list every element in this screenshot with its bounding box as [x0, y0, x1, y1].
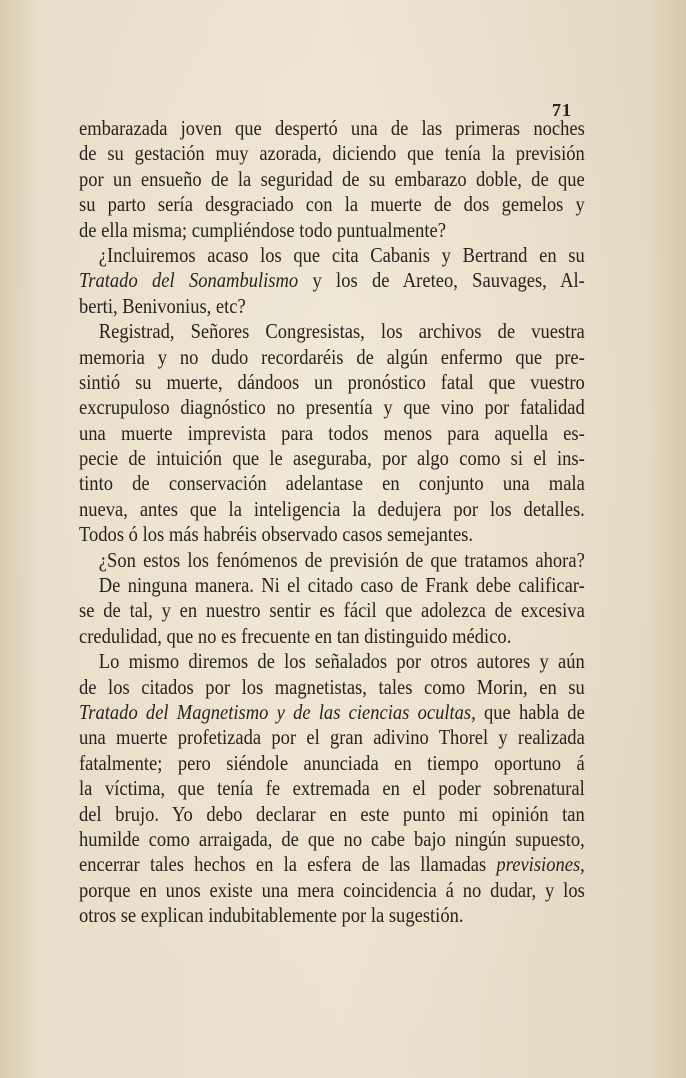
text-line: Todos ó los más habréis observado casos semejantes. — [79, 524, 474, 547]
text-line: pecie de intuición que le aseguraba, por algo como si el ins- — [79, 448, 585, 471]
text-line: Lo mismo diremos de los señalados por otros autores y aún — [98, 651, 585, 674]
book-title-italic: Tratado del Sonambulismo — [79, 270, 299, 293]
text-line: otros se explican indubitablemente por la sugestión. — [79, 905, 464, 928]
text-line: ¿Son estos los fenómenos de previsión de que tratamos ahora? — [98, 549, 585, 572]
text-line: embarazada joven que despertó una de las primeras noches — [79, 118, 585, 140]
text-line: de su gestación muy azorada, diciendo que tenía la previsión — [79, 143, 585, 166]
text-line: de ella misma; cumpliéndose todo puntualmente? — [79, 219, 446, 242]
text-line: berti, Benivonius, etc? — [79, 295, 246, 318]
page-number: 71 — [552, 100, 572, 120]
text-line: ¿Incluiremos acaso los que cita Cabanis y Bertrand en su — [98, 244, 585, 267]
emphasis-italic: previsiones, — [496, 854, 585, 877]
text-line: credulidad, que no es frecuente en tan distinguido médico. — [79, 625, 512, 648]
text-line: Tratado del Magnetismo y de las ciencias ocultas, que habla de — [79, 701, 585, 724]
text-line: nueva, antes que la inteligencia la dedujera por los detalles. — [79, 498, 585, 521]
text-line: por un ensueño de la seguridad de su embarazo doble, de que — [79, 168, 585, 191]
text-line: humilde como arraigada, de que no cabe bajo ningún supuesto, — [79, 828, 585, 851]
text-line: tinto de conservación adelantase en conjunto una mala — [79, 473, 585, 496]
text-line: sintió su muerte, dándoos un pronóstico fatal que vuestro — [79, 371, 585, 394]
text-line: su parto sería desgraciado con la muerte de dos gemelos y — [79, 194, 585, 217]
text-line: memoria y no dudo recordaréis de algún enfermo que pre- — [79, 346, 585, 369]
body-text — [79, 117, 585, 930]
text-line: porque en unos existe una mera coincidencia á no dudar, y los — [79, 879, 585, 902]
text-line: una muerte profetizada por el gran adivino Thorel y realizada — [79, 727, 585, 750]
text-line: excrupuloso diagnóstico no presentía y que vino por fatalidad — [79, 397, 585, 420]
text-line: la víctima, que tenía fe extremada en el poder sobrenatural — [79, 778, 585, 801]
book-title-italic: Tratado del Magnetismo y de las ciencias ocultas, — [79, 701, 476, 724]
text-line: fatalmente; pero siéndole anunciada en tiempo oportuno á — [79, 752, 585, 775]
text-line: de los citados por los magnetistas, tales como Morin, en su — [79, 676, 585, 699]
text-line: encerrar tales hechos en la esfera de las llamadas previsiones, — [79, 854, 585, 877]
text-line: una muerte imprevista para todos menos para aquella es- — [79, 422, 585, 445]
text-line: del brujo. Yo debo declarar en este punto mi opinión tan — [79, 803, 585, 826]
text-line: De ninguna manera. Ni el citado caso de Frank debe calificar- — [98, 575, 585, 598]
text-line: Registrad, Señores Congresistas, los archivos de vuestra — [98, 321, 585, 344]
text-line: se de tal, y en nuestro sentir es fácil que adolezca de excesiva — [79, 600, 585, 623]
text-line: Tratado del Sonambulismo y los de Areteo, Sauvages, Al- — [79, 270, 585, 293]
